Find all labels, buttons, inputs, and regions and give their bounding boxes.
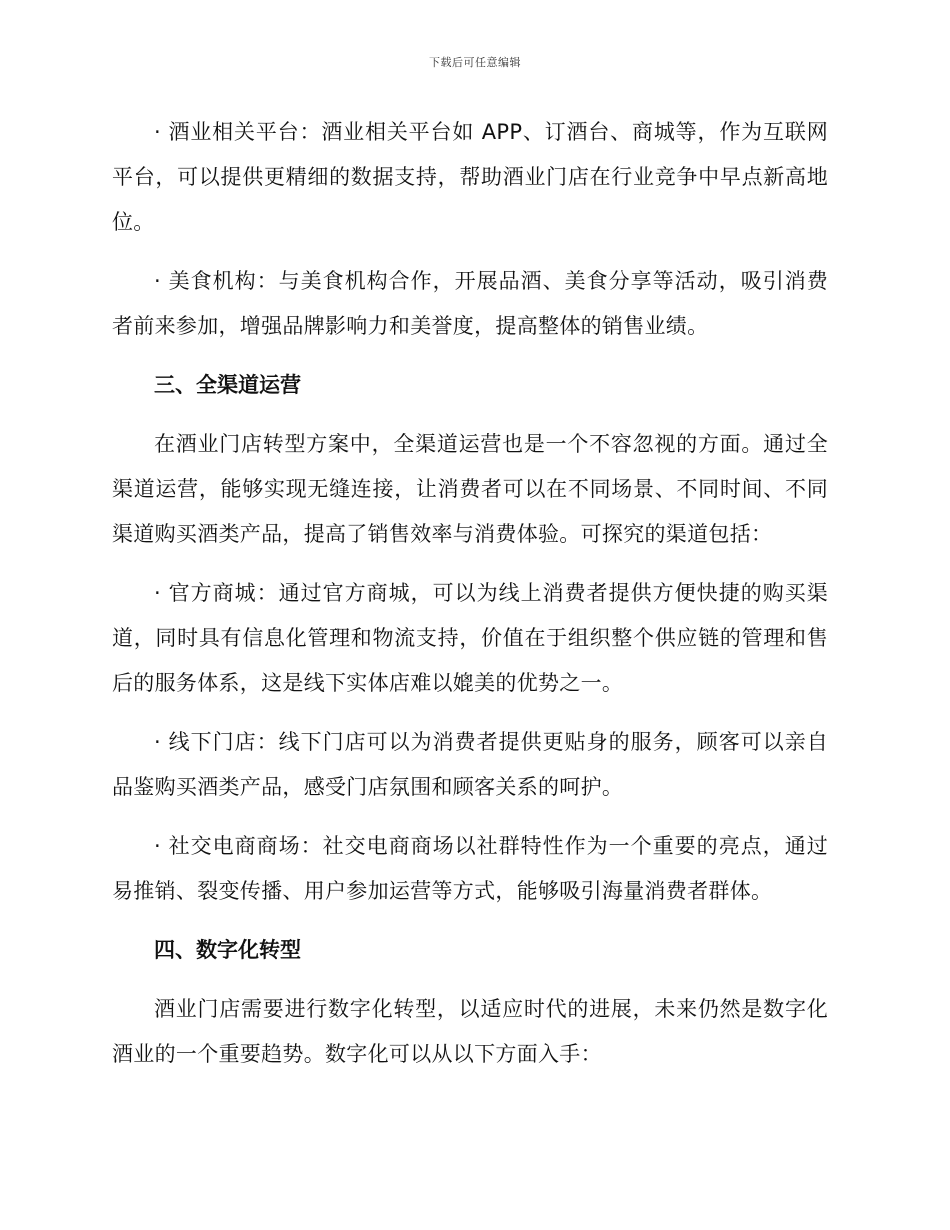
paragraph-omnichannel-intro: 在酒业门店转型方案中，全渠道运营也是一个不容忽视的方面。通过全渠道运营，能够实现无缝连接，让消费者可以在不同场景、不同时间、不同渠道购买酒类产品，提高了销售效率与消费体验。可探究的渠道包括： (112, 432, 828, 546)
bullet-paragraph-platforms: · 酒业相关平台：酒业相关平台如 APP、订酒台、商城等，作为互联网平台，可以提供更精细的数据支持，帮助酒业门店在行业竞争中早点新高地位。 (112, 120, 828, 234)
section-heading-digital-transformation: 四、数字化转型 (154, 938, 301, 962)
paragraph-digital-intro: 酒业门店需要进行数字化转型，以适应时代的进展，未来仍然是数字化酒业的一个重要趋势。数字化可以从以下方面入手： (112, 997, 828, 1066)
page-header: 下载后可任意编辑 (429, 56, 521, 69)
bullet-paragraph-offline-store: · 线下门店：线下门店可以为消费者提供更贴身的服务，顾客可以亲自品鉴购买酒类产品，感受门店氛围和顾客关系的呵护。 (112, 730, 828, 799)
document-body (112, 110, 828, 1091)
bullet-paragraph-official-mall: · 官方商城：通过官方商城，可以为线上消费者提供方便快捷的购买渠道，同时具有信息化管理和物流支持，价值在于组织整个供应链的管理和售后的服务体系，这是线下实体店难以媲美的优势之一。 (112, 581, 828, 695)
bullet-paragraph-social-ecommerce: · 社交电商商场：社交电商商场以社群特性作为一个重要的亮点，通过易推销、裂变传播、用户参加运营等方式，能够吸引海量消费者群体。 (112, 834, 828, 903)
bullet-paragraph-food-institutions: · 美食机构：与美食机构合作，开展品酒、美食分享等活动，吸引消费者前来参加，增强品牌影响力和美誉度，提高整体的销售业绩。 (112, 269, 828, 338)
section-heading-omnichannel: 三、全渠道运营 (154, 373, 301, 397)
